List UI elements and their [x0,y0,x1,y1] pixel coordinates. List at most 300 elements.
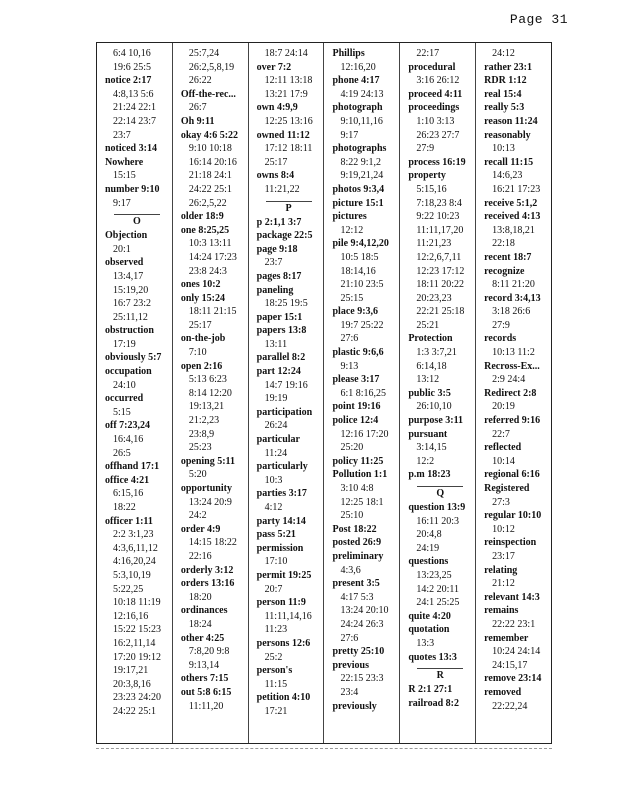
index-term: record 3:4,13 [484,292,541,304]
index-reference: 10:24 24:14 [492,646,541,658]
index-reference: 13:12 [416,374,440,386]
index-reference: 3:14,15 [416,442,447,454]
index-reference: 18:24 [188,618,212,630]
index-term: policy 11:25 [332,455,384,467]
index-reference: 25:15 [340,292,364,304]
index-reference: 17:12 18:11 [264,143,313,155]
index-column-4 [324,43,400,743]
index-reference: 21:2,23 [188,415,220,427]
index-term: particularly [256,461,308,473]
index-reference: 24:19 [416,542,440,554]
index-reference: 16:21 17:23 [492,183,541,195]
index-term: reflected [484,442,522,454]
index-reference: 13:4,17 [113,270,144,282]
index-term: number 9:10 [105,183,160,195]
index-term: receive 5:1,2 [484,197,538,209]
index-reference: 4:16,20,24 [113,556,156,568]
index-reference: 18:22 [113,502,136,513]
index-reference: 16:14 20:16 [188,156,237,168]
index-reference: 12:16,16 [113,610,149,622]
index-term: remains [484,605,519,617]
index-reference: 10:13 11:2 [492,347,535,359]
index-reference: 21:10 23:5 [340,279,384,291]
index-reference: 21:18 24:1 [188,170,232,182]
index-term: on-the-job [180,333,226,345]
index-term: relevant 14:3 [484,591,540,603]
index-reference: 16:7 23:2 [113,298,152,310]
index-reference: 26:7 [188,102,207,114]
index-reference: 4:3,6,11,12 [113,542,158,554]
index-term: notice 2:17 [105,75,152,87]
index-column-3 [249,43,325,743]
index-reference: 12:16 17:20 [340,428,389,440]
index-reference: 6:15,16 [113,488,144,500]
index-reference: 9:13,14 [188,659,220,671]
index-reference: 12:23 17:12 [416,265,465,277]
index-term: obviously 5:7 [105,352,162,364]
index-reference: 13:8,18,21 [492,224,535,236]
index-reference: 12:25 18:1 [340,496,384,508]
index-term: ones 10:2 [180,279,221,291]
section-letter: Q [417,486,463,499]
index-term: obstruction [105,325,154,337]
index-term: noticed 3:14 [105,143,157,155]
index-term: Protection [408,333,453,345]
index-term: ordinances [180,605,228,617]
index-term: RDR 1:12 [484,75,527,87]
index-reference: 19:6 25:5 [113,61,152,73]
index-term: recall 11:15 [484,156,534,168]
index-reference: 24:1 25:25 [416,597,460,609]
index-reference: 11:24 [264,447,288,459]
index-reference: 6:4 10,16 [113,48,151,59]
index-term: order 4:9 [180,523,221,535]
index-reference: 4:19 24:13 [340,88,384,100]
index-reference: 26:2,5,8,19 [188,61,235,73]
index-term: posted 26:9 [332,537,382,549]
index-term: reasonably [484,129,531,141]
index-term: p 2:1,1 3:7 [256,216,302,228]
index-term: off 7:23,24 [105,420,150,432]
index-term: previously [332,700,377,712]
index-reference: 10:14 [492,455,515,467]
index-term: p.m 18:23 [408,469,451,481]
index-reference: 27:6 [340,632,359,644]
index-term: records [484,333,517,345]
index-term: regional 6:16 [484,469,540,481]
index-reference: 9:10,11,16 [340,115,383,127]
index-column-5 [400,43,476,743]
index-reference: 5:15 [113,406,131,418]
index-term: Phillips [332,48,365,59]
index-term: rather 23:1 [484,61,532,73]
index-reference: 18:14,16 [340,265,376,277]
index-reference: 11:23 [264,624,288,636]
index-reference: 20:1 [113,243,131,255]
index-term: photos 9:3,4 [332,183,385,195]
index-reference: 12:12 [340,224,364,236]
index-term: parties 3:17 [256,488,307,500]
index-reference: 10:3 [264,474,283,486]
index-reference: 16:2,11,14 [113,637,156,649]
index-term: phone 4:17 [332,75,380,87]
index-term: relating [484,564,518,576]
index-term: orders 13:16 [180,578,235,590]
index-term: picture 15:1 [332,197,384,209]
index-term: others 7:15 [180,673,229,685]
index-term: removed [484,686,522,698]
index-frame [96,42,552,744]
index-reference: 12:11 13:18 [264,75,313,87]
index-reference: 5:22,25 [113,583,144,595]
index-reference: 14:6,23 [492,170,523,182]
index-reference: 3:10 4:8 [340,483,374,494]
index-term: quotation [408,624,450,636]
index-reference: 17:21 [264,705,288,717]
index-term: regular 10:10 [484,510,542,522]
index-reference: 7:18,23 8:4 [416,197,462,209]
index-reference: 13:21 17:9 [264,88,308,100]
section-letter: R [417,668,463,681]
index-term: paneling [256,284,294,296]
index-reference: 25:11,12 [113,311,148,323]
index-reference: 13:11 [264,338,288,350]
index-reference: 24:22 25:1 [113,705,157,717]
index-reference: 20:3,8,16 [113,678,151,690]
index-reference: 4:17 5:3 [340,591,374,603]
index-reference: 22:7 [492,428,510,440]
index-reference: 16:4,16 [113,434,144,446]
index-reference: 17:20 19:12 [113,651,162,663]
index-term: recognize [484,265,525,277]
index-reference: 10:18 11:19 [113,597,161,609]
index-reference: 23:8 24:3 [188,265,227,277]
index-reference: 10:3 13:11 [188,238,232,250]
index-reference: 25:20 [340,442,364,454]
index-reference: 8:11 21:20 [492,279,535,291]
index-reference: 4:3,6 [340,564,361,576]
index-reference: 14:15 18:22 [188,537,237,549]
index-reference: 9:17 [113,197,131,209]
index-term: quotes 13:3 [408,651,457,663]
index-reference: 22:16 [188,550,212,562]
index-term: Registered [484,483,530,494]
index-reference: 3:16 26:12 [416,75,460,87]
index-reference: 25:2 [264,651,283,663]
index-reference: 16:11 20:3 [416,515,459,527]
index-reference: 11:11,20 [188,700,224,712]
index-term: referred 9:16 [484,415,541,427]
index-term: Objection [105,230,148,242]
index-term: out 5:8 6:15 [180,686,232,698]
index-reference: 20:19 [492,401,515,413]
index-reference: 22:17 [416,48,440,59]
index-reference: 23:17 [492,550,515,562]
index-term: proceedings [408,102,460,114]
index-term: real 15:4 [484,88,522,100]
index-reference: 26:24 [264,420,288,432]
index-reference: 12:2 [416,455,435,467]
index-reference: 24:24 26:3 [340,618,384,630]
index-term: other 4:25 [180,632,225,644]
index-reference: 14:24 17:23 [188,251,237,263]
index-reference: 8:14 12:20 [188,387,232,399]
index-reference: 9:19,21,24 [340,170,384,182]
index-reference: 11:11,14,16 [264,610,312,622]
index-term: reason 11:24 [484,115,538,127]
index-term: reinspection [484,537,537,549]
index-reference: 12:25 13:16 [264,115,313,127]
index-reference: 19:17,21 [113,665,149,677]
index-term: paper 15:1 [256,311,303,323]
index-reference: 13:24 20:9 [188,496,232,508]
index-reference: 20:4,8 [416,529,442,541]
index-term: point 19:16 [332,401,381,413]
index-term: Post 18:22 [332,523,377,535]
index-reference: 25:17 [264,156,288,168]
index-term: recent 18:7 [484,251,532,263]
index-term: Pollution 1:1 [332,469,388,481]
index-reference: 15:22 15:23 [113,624,162,636]
index-term: older 18:9 [180,211,224,223]
index-reference: 20:23,23 [416,292,452,304]
index-term: pass 5:21 [256,529,296,541]
index-term: plastic 9:6,6 [332,347,384,359]
index-term: particular [256,434,300,446]
index-reference: 17:10 [264,556,288,568]
index-reference: 19:7 25:22 [340,319,384,331]
index-reference: 23:7 [264,257,283,269]
index-term: quite 4:20 [408,610,451,622]
index-term: Nowhere [105,156,144,168]
index-term: remember [484,632,529,644]
index-term: really 5:3 [484,102,525,114]
index-reference: 26:2,5,22 [188,197,227,209]
index-reference: 5:15,16 [416,183,447,195]
index-reference: 24:15,17 [492,659,528,671]
index-term: previous [332,659,369,671]
index-term: page 9:18 [256,243,298,255]
index-reference: 22:22,24 [492,700,528,712]
index-reference: 23:8,9 [188,428,215,440]
index-reference: 10:13 [492,143,515,155]
index-reference: 26:22 [188,75,212,87]
index-reference: 7:8,20 9:8 [188,646,230,658]
index-term: occupation [105,366,152,378]
index-reference: 24:22 25:1 [188,183,232,195]
index-reference: 12:16,20 [340,61,376,73]
index-term: opportunity [180,483,232,494]
index-term: opening 5:11 [180,455,236,467]
index-term: R 2:1 27:1 [408,684,453,696]
index-column-6 [476,43,551,743]
index-term: one 8:25,25 [180,224,230,236]
index-reference: 2:9 24:4 [492,374,526,386]
index-reference: 4:12 [264,502,283,513]
index-reference: 18:20 [188,591,212,603]
index-reference: 20:7 [264,583,283,595]
index-reference: 9:13 [340,360,359,372]
index-term: received 4:13 [484,211,541,223]
index-reference: 21:24 22:1 [113,102,157,114]
index-reference: 27:6 [340,333,359,345]
index-reference: 18:7 24:14 [264,48,308,59]
index-term: Redirect 2:8 [484,387,537,399]
index-reference: 24:10 [113,379,136,391]
index-term: pages 8:17 [256,270,302,282]
index-term: permit 19:25 [256,569,312,581]
index-term: questions [408,556,449,568]
index-term: officer 1:11 [105,515,153,527]
index-reference: 14:7 19:16 [264,379,308,391]
index-reference: 22:21 25:18 [416,306,465,318]
index-reference: 10:5 18:5 [340,251,379,263]
index-reference: 5:3,10,19 [113,569,151,581]
index-term: petition 4:10 [256,692,311,704]
index-reference: 1:3 3:7,21 [416,347,457,359]
index-term: pile 9:4,12,20 [332,238,389,250]
index-term: proceed 4:11 [408,88,463,100]
index-reference: 15:19,20 [113,284,149,296]
index-reference: 18:11 20:22 [416,279,464,291]
index-reference: 22:18 [492,238,515,250]
index-term: parallel 8:2 [256,352,306,364]
section-letter: P [266,201,312,214]
index-reference: 25:21 [416,319,440,331]
index-term: Off-the-rec... [180,88,236,100]
index-reference: 24:2 [188,510,207,522]
index-column-1 [97,43,173,743]
index-reference: 5:13 6:23 [188,374,227,386]
index-reference: 15:15 [113,170,136,182]
index-reference: 11:21,22 [264,183,300,195]
index-term: persons 12:6 [256,637,311,649]
index-reference: 24:12 [492,48,515,59]
index-reference: 2:2 3:1,23 [113,529,154,541]
index-reference: 4:8,13 5:6 [113,88,154,100]
index-term: part 12:24 [256,366,301,378]
index-reference: 10:12 [492,523,515,535]
index-term: orderly 3:12 [180,564,234,576]
index-reference: 23:7 [113,129,131,141]
index-term: only 15:24 [180,292,225,304]
index-reference: 25:23 [188,442,212,454]
index-term: open 2:16 [180,360,223,372]
index-reference: 9:17 [340,129,359,141]
index-reference: 22:22 23:1 [492,618,536,630]
index-reference: 19:19 [264,393,288,405]
index-reference: 17:19 [113,338,136,350]
index-reference: 26:5 [113,447,131,459]
index-term: photograph [332,102,383,114]
index-term: please 3:17 [332,374,380,386]
index-term: place 9:3,6 [332,306,379,318]
index-term: office 4:21 [105,474,150,486]
index-term: public 3:5 [408,387,451,399]
index-reference: 3:18 26:6 [492,306,531,318]
index-reference: 13:3 [416,637,435,649]
index-term: property [408,170,446,182]
index-term: offhand 17:1 [105,461,160,473]
index-reference: 22:14 23:7 [113,115,157,127]
index-term: process 16:19 [408,156,466,168]
index-reference: 9:10 10:18 [188,143,232,155]
index-reference: 14:2 20:11 [416,583,459,595]
index-term: package 22:5 [256,230,313,242]
index-reference: 18:11 21:15 [188,306,237,318]
index-term: own 4:9,9 [256,102,298,114]
index-reference: 21:12 [492,578,515,590]
index-reference: 12:2,6,7,11 [416,251,462,263]
index-column-2 [173,43,249,743]
index-term: occurred [105,393,144,405]
page-number: Page 31 [509,12,568,27]
index-term: party 14:14 [256,515,306,527]
section-letter: O [114,214,160,227]
index-reference: 6:14,18 [416,360,447,372]
index-reference: 1:10 3:13 [416,115,455,127]
bottom-rule [96,748,552,749]
index-term: procedural [408,61,456,73]
index-reference: 27:9 [492,319,510,331]
index-term: Oh 9:11 [180,115,215,127]
index-reference: 8:22 9:1,2 [340,156,382,168]
index-term: observed [105,257,144,269]
index-reference: 25:10 [340,510,364,522]
index-reference: 18:25 19:5 [264,298,308,310]
index-term: papers 13:8 [256,325,307,337]
index-reference: 13:23,25 [416,569,452,581]
index-reference: 5:20 [188,469,207,481]
index-reference: 11:21,23 [416,238,452,250]
index-reference: 25:7,24 [188,48,220,59]
index-term: police 12:4 [332,415,379,427]
index-reference: 11:15 [264,678,288,690]
index-term: Recross-Ex... [484,360,540,372]
index-term: photographs [332,143,387,155]
index-term: purpose 3:11 [408,415,464,427]
index-term: railroad 8:2 [408,697,459,709]
index-reference: 26:10,10 [416,401,452,413]
index-reference: 6:1 8:16,25 [340,387,387,399]
index-reference: 11:11,17,20 [416,224,464,236]
index-reference: 27:3 [492,496,510,508]
index-term: owns 8:4 [256,170,295,182]
index-reference: 25:17 [188,319,212,331]
index-term: preliminary [332,550,384,562]
index-term: owned 11:12 [256,129,310,141]
index-term: person's [256,665,293,677]
index-reference: 26:23 27:7 [416,129,460,141]
index-term: pursuant [408,428,448,440]
index-reference: 19:13,21 [188,401,225,413]
index-reference: 23:23 24:20 [113,692,162,704]
index-term: pictures [332,211,367,223]
index-reference: 22:15 23:3 [340,673,384,685]
index-reference: 27:9 [416,143,435,155]
index-term: okay 4:6 5:22 [180,129,239,141]
index-term: remove 23:14 [484,673,542,685]
index-reference: 13:24 20:10 [340,605,389,617]
index-term: over 7:2 [256,61,292,73]
index-term: person 11:9 [256,597,306,609]
index-term: participation [256,406,313,418]
index-term: present 3:5 [332,578,380,590]
index-term: permission [256,542,304,554]
index-reference: 9:22 10:23 [416,211,460,223]
index-term: pretty 25:10 [332,646,385,658]
index-term: question 13:9 [408,502,466,513]
